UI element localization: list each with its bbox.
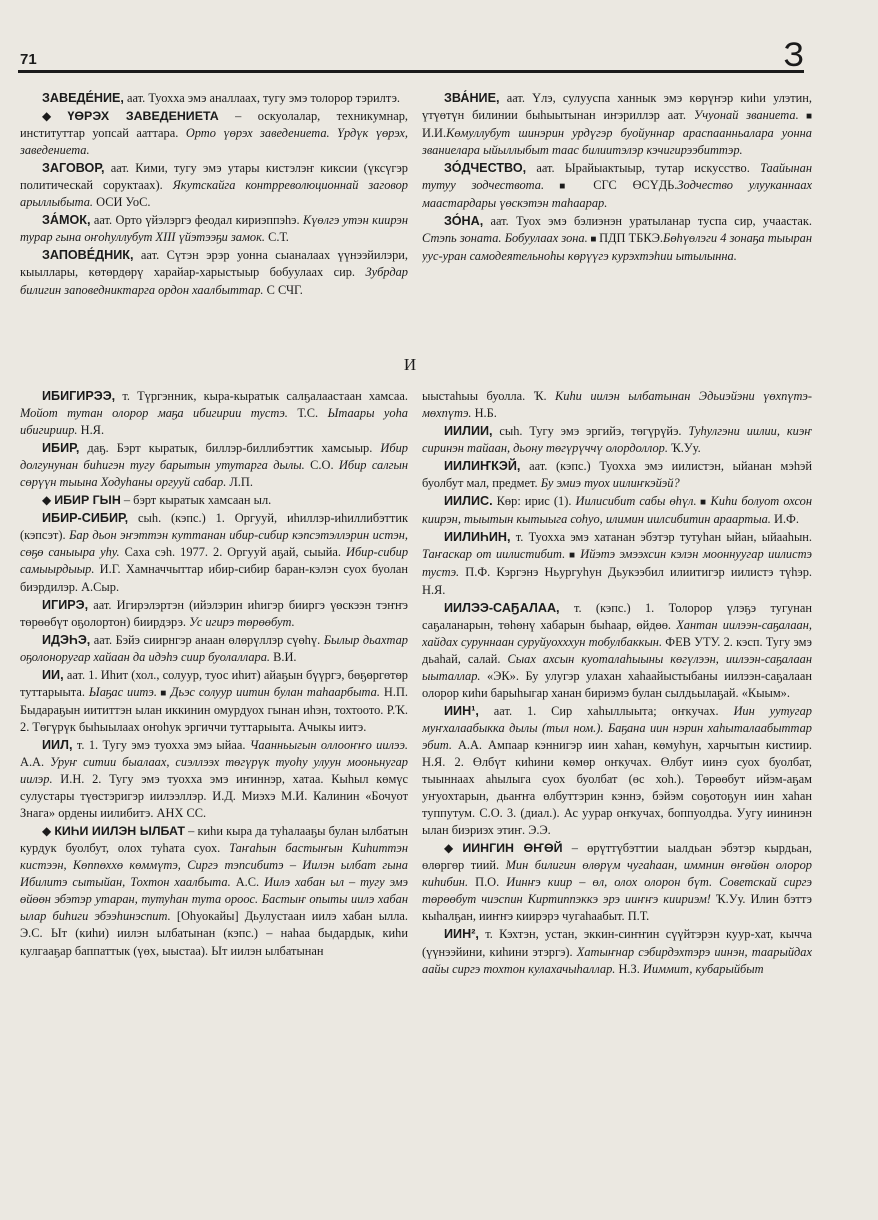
headword: ЗО́НА, (444, 214, 484, 229)
definition: аат. 1. Иһит (хол., солуур, туос иһит) айаҕын бүүргэ, бөҕөргөтөр туттарыыта. (20, 667, 408, 699)
example: Ийэтэ эмээхсин кэлэн мооннуугар иилистэ тустэ. (422, 547, 812, 580)
square-icon: ■ (798, 111, 812, 123)
example: Уруҥ ситии быалаах, сиэллээх төгүрүк туоһу улуун мооньнугар иилэр. (20, 754, 408, 787)
column-top-left (20, 90, 408, 352)
source: А.А. (20, 754, 51, 769)
page-number: 71 (20, 51, 37, 68)
definition: Көр: ирис (1). (492, 494, 576, 509)
example: Таҥаскар от иилистибит. (422, 547, 566, 562)
definition: ыыстаһыы буолла. Ҡ. (422, 389, 556, 403)
source: П.Ф. Кэргэнэ Ньургуһун Дьукээбил илиитигэр иилистэ түһэр. Н.Я. (422, 565, 812, 597)
phrase-headword: ҮӨРЭХ ЗАВЕДЕНИЕТА (67, 109, 219, 124)
source: ФЕВ УТУ. 2. кэсп. Тугу эмэ дьаһай, салай. (422, 634, 812, 666)
dictionary-entry (422, 600, 812, 702)
example: Хантан иилээн-саҕалаан, хайдах суруннаан суруйуохххун тобулбаккын. (422, 617, 812, 649)
dictionary-entry (20, 737, 408, 822)
example: Иинҥэ киир – өл, олох олорон бүт. Советскай сиргэ төрөөбут чиэспин Киртиппэккэ эрэ ииҥҥэ киириэм! (422, 875, 812, 907)
dictionary-entry (20, 440, 408, 491)
diamond-icon: ◆ (42, 824, 52, 839)
definition: сыһ. (кэпс.) 1. Оргууй, иһиллэр-иһиллибэттик (кэпсэт). (20, 511, 408, 543)
headword: ЗВА́НИЕ, (444, 91, 500, 105)
square-icon: ■ (156, 687, 171, 699)
example: Ыаҕас иитэ. (88, 684, 157, 699)
headword: ИГИРЭ, (42, 597, 89, 612)
source: И.Ф. (770, 512, 799, 527)
definition: т. Түргэнник, кыра-кыратык салҕалаастаан хамсаа. (115, 389, 408, 403)
example: Ус игирэ төрөөбут. (189, 614, 295, 629)
example: Мойот тутан олорор маҕа ибигирии тустэ. (20, 406, 288, 421)
example: Күөлгэ утэн киирэн турар гына оҥоһуллубут XIII үйэтээҕи замок. (20, 213, 408, 245)
headword: ИИЛИИ, (444, 424, 493, 439)
source: ОСИ УоС. (93, 195, 151, 210)
dictionary-entry (20, 823, 408, 959)
dictionary-entry (422, 703, 812, 839)
definition: аат. Үлэ, сулууспа ханнык эмэ көрүҥэр киһи улэтин, үтүөтүн билинии быһыытынан иҥэриллэр аат. (422, 91, 812, 123)
definition: аат. Сүтэн эрэр уонна сыаналаах үүнээйилэри, кыыллары, көтөрдөрү харайар-харыстыыр бобуулаах сир. (20, 248, 408, 280)
example: Мин билигин өлөрүм чугаһаан, иммнин өҥөйөн олорор киһибин. (422, 858, 812, 890)
source: С СЧГ. (263, 282, 303, 297)
headword: ИДЭҺЭ, (42, 632, 91, 647)
definition: аат. Бэйэ сиирнгэр анаан өлөрүллэр сүөһү. (90, 632, 324, 647)
headword: ИИЛ, (42, 737, 73, 752)
dictionary-entry (20, 90, 408, 107)
example: Орто үөрэх заведениета. Үрдүк үөрэх, заведениета. (20, 126, 408, 158)
definition: аат. Орто үйэлэргэ феодал кириэппэһэ. (90, 213, 303, 228)
definition: аат. Туох эмэ бэлиэнэн уратыланар туспа сир, учаастак. (483, 214, 812, 229)
source: В.И. (270, 649, 297, 664)
source: С.О. (304, 458, 339, 473)
source: С.Т. (264, 230, 289, 245)
headword: ЗАПОВЕ́ДНИК, (42, 248, 134, 263)
example: Таҥаһын бастыҥын Киһиттэн кистээн, Көппөххө көммүтэ, Сиргэ тэпсибитэ – Иилэн ылбат гына Ибилитэ сытыйан, Тохтон хаалбыта. (20, 841, 408, 890)
dictionary-entry (422, 529, 812, 598)
headword: ИБИР, (42, 441, 80, 456)
definition: аат. Кими, тугу эмэ утары кистэлэҥ киксии (үксүгэр политическай соруктаах). (20, 161, 408, 193)
dictionary-entry (422, 493, 812, 528)
dictionary-entry (422, 160, 812, 212)
example: Сыах ахсын куоталаһыыны көгүлээн, иилээн-саҕалаан ыыталлар. (422, 651, 812, 683)
example: Иилисибит сабы өһүл. (575, 494, 697, 509)
definition: – бэрт кыратык хамсаан ыл. (120, 493, 272, 508)
example: Ытаары уоһа ибигириир. (20, 406, 408, 438)
dictionary-entry (20, 632, 408, 666)
example: Киһи иилэн ылбатынан Эдьиэйэни үөхпүтэ-мөхпүтэ. (422, 389, 812, 421)
dictionary-entry (422, 840, 812, 925)
definition: аат. (кэпс.) Туохха эмэ иилистэн, ыйанан мэһэй буолбут мал, предмет. (422, 459, 812, 491)
example: Стэпь зоната. Бобуулаах зона. (422, 231, 588, 246)
definition: т. Кэхтэн, устан, эккин-сиҥҥин сүүйтэрэн куур-хат, кычча (үүнээйини, киһини этэргэ). (422, 927, 812, 959)
phrase-headword: ИИНГИН ӨҤӨЙ (462, 841, 563, 856)
headword: ИБИР-СИБИР, (42, 511, 129, 526)
example: Зубрдар билигин заповедниктарга ордон хаалбыттар. (20, 265, 408, 297)
headword: ИИЛИҤКЭЙ, (444, 459, 521, 474)
dictionary-entry (20, 667, 408, 736)
definition: т. (кэпс.) 1. Толорор үлэҕэ тугунан саҕаланарын, төһөнү хабарын быһаар, өйдөө. (422, 600, 812, 632)
section-heading: И (403, 355, 417, 374)
source: П.О. (468, 875, 507, 890)
definition: аат. 1. Сир хаһыллыыта; оҥкучах. (478, 703, 734, 718)
diamond-icon: ◆ (444, 841, 460, 856)
example: Ибир-сибир самыырдыыр. (20, 545, 408, 577)
source: Н.Б. (471, 406, 497, 421)
example: Хатыҥнар сэбирдэхтэрэ иинэн, таарыйдах аайы сиргэ тохтон кулахачыһаллар. (422, 944, 812, 976)
source: Л.П. (226, 475, 253, 490)
dictionary-entry (20, 108, 408, 159)
source: А.А. Ампаар кэннигэр иин хаһан, көмуһун, харчытын кистиир. Н.Я. 2. Өлбүт киһини көмөр оҥкучах. Өлбут иинэ суох буолбат, тыыннаах аһылыга суох буолбат (өс хоһ.). Төрөөбут ийэм-аҕам уҥуохтарын, дьаҥҥа өлбуттэрин кэннэ, бэйэм соҕотоҕун иин хаһан туппутум. С.О. 3. (диал.). Ас уурар оҥкучах, боппуолдьа. Уугу иининэн ылан биэриэх этиҥ. Э.Э. (422, 737, 812, 838)
definition: аат. Туохха эмэ аналлаах, тугу эмэ толорор тэрилтэ. (123, 91, 400, 105)
page-header (18, 30, 804, 73)
definition: т. Туохха эмэ хатанан эбэтэр тутуһан ыйан, ыйааһын. (510, 530, 812, 545)
column-top-right (422, 90, 812, 352)
dictionary-entry (422, 926, 812, 977)
definition: – өрүттүбэттии ыалдьан эбэтэр кырдьан, өлөргөр тиий. (422, 841, 812, 873)
dictionary-entry (20, 247, 408, 298)
square-icon: ■ (544, 181, 594, 193)
headword: ЗА́МОК, (42, 213, 91, 228)
example: Дьэс солуур иитин булан таһаарбыта. (170, 684, 380, 699)
column-bottom-left (20, 388, 408, 1204)
definition: сыһ. Тугу эмэ эргийэ, төгүрүйэ. (492, 424, 689, 439)
source: [Оһуокайы] Дьулустаан иилэ хабан ылла. Э.С. Ыт (киһи) иилэн ылбатынан (кэпс.) – наһаа быдардык, киһи кулгааҕар баппаттык (үөх, ыыстаа). Ыт иилэн ылбатынан (20, 909, 408, 958)
dictionary-entry (422, 458, 812, 492)
dictionary-entry (20, 492, 408, 509)
example: Бөһүөлэги 4 зонаҕа тыыран уус-уран самодеятельноһы көрүүгэ курэхтэһии ытылынна. (422, 231, 812, 264)
phrase-headword: КИҺИ ИИЛЭН ЫЛБАТ (54, 824, 185, 839)
source: ПДП ТБКЭ. (599, 231, 664, 246)
source: СГС ӨСҮДЬ. (593, 178, 678, 193)
dictionary-entry (422, 213, 812, 265)
headword: ИИЛЭЭ-САҔАЛАА, (444, 600, 560, 615)
headword: ИИЛИС. (444, 494, 493, 509)
source: Ҡ.Уу. Илин бэттэ кыһалҕан, ииҥҥэ киирэрэ чугаһаабыт. П.Т. (422, 892, 812, 924)
source: И.Н. 2. Тугу эмэ туохха эмэ иҥиннэр, хатаа. Кыһыл көмүс сулустары түөстэригэр иилээллэр. И.Д. Миэхэ М.И. Калинин «Бочуот Знага» ордены иилибитэ. АНХ СС. (20, 772, 408, 821)
example: Бу эмиэ туох иилиҥкэйэй? (540, 476, 680, 491)
dictionary-entry (20, 597, 408, 631)
dictionary-entry (422, 423, 812, 457)
source: Н.З. (615, 961, 643, 976)
example: Иин уутугар муҥхалаабыкка дылы (тыл ном.). (422, 703, 812, 735)
headword: ЗО́ДЧЕСТВО, (444, 161, 527, 176)
dictionary-entry (20, 388, 408, 439)
example: Чаанньыгын оллооҥҥо иилээ. (249, 737, 408, 752)
source: «ЭК». Бу улугэр улахан хаһаайыстыбаны иилээн-саҕалаан олорор киһи барыһыгар ханан бириэмэ булан сылдьылаҕай. «Кыым». (422, 668, 812, 700)
diamond-icon: ◆ (42, 109, 65, 124)
source: Т.С. (287, 406, 328, 421)
definition: даҕ. Бэрт кыратык, биллэр-биллибэттик хамсыыр. (79, 441, 381, 456)
definition: – киһи кыра да туһалааҕы булан ылбатын курдук буолбут, олох туһата суох. (20, 824, 408, 856)
dictionary-entry (422, 388, 812, 422)
source: И.И. (422, 126, 447, 141)
example: Зодчество улууканнаах маастардары үөскэтэн таһаарар. (422, 178, 812, 211)
square-icon: ■ (587, 234, 600, 246)
source: Саха сэһ. 1977. 2. Оргууй аҕай, сыыйа. (119, 545, 346, 560)
dictionary-entry (20, 212, 408, 246)
source: А.С. (230, 875, 265, 890)
definition: аат. Игирэлэртэн (ийэлэрин иһигэр бииргэ үөскээн тэҥҥэ төрөөбүт оҕолортон) биирдэрэ. (20, 597, 408, 629)
column-bottom-right (422, 388, 812, 1204)
example: Ииммит, кубарыйбыт (642, 961, 764, 976)
example: Бар дьон эҥэттэн куттанан ибир-сибир кэпсэтэллэрин истэн, сөҕө саныыра уһу. (20, 528, 408, 560)
headword: ЗАГОВОР, (42, 161, 105, 176)
source: Н.Я. (77, 423, 105, 438)
example: Былыр дьахтар оҕолоноругар хайаан да идэһэ сиир буолаллара. (20, 632, 408, 664)
example: Учуонай званиета. (693, 108, 799, 123)
example: Баҕана иин нэрин хаһыталаабыттар эбит. (422, 720, 812, 752)
example: Ибир салгын сөрүүн тыына Ходуһаны оргууй сабар. (20, 458, 408, 490)
headword: ИБИГИРЭЭ, (42, 389, 116, 403)
example: Таайынан тутуу зодчествота. (422, 161, 812, 193)
source: И.Г. Хамначчыттар ибир-сибир баран-кэлэн суох буолан биэрдилэр. А.Сыр. (20, 562, 408, 594)
definition: аат. Ырайыактыыр, тутар искусство. (526, 161, 761, 176)
headword: ИИН², (444, 927, 479, 942)
source: Н.П. Быдараҕын иититтэн ылан иккинин омурдуох гынан иһэн, тохтоото. Р.Ҡ. 2. Төгүрүк быһыылаах оҥоһук эргиччи туттарыыта. Ачыкы иитэ. (20, 684, 408, 734)
definition: – оскуолалар, техникумнар, институттар уопсай ааттара. (20, 109, 408, 141)
example: Иилэ хабан ыл – тугу эмэ өйөөн эбэтэр утаран, тутуһан тута ороос. Бастыҥ опыты иилэ хабан ылар биһиги эбээһинэспит. (20, 875, 408, 924)
example: Туһулгэни иилии, киэҥ сиринэн тайаан, дьону төгүрүччү олордоллор. (422, 424, 812, 456)
definition: т. 1. Тугу эмэ туохха эмэ ыйаа. (72, 737, 250, 752)
example: Ибир долгунунан биһигэн тугу барытын утутарга дылы. (20, 441, 408, 473)
dictionary-entry (422, 90, 812, 159)
square-icon: ■ (696, 497, 711, 509)
example: Киһи болуот охсон киирэн, тыытын кытыыга соһуо, илимин иилсибитин араартыа. (422, 494, 812, 527)
headword: ИИЛИҺИН, (444, 530, 511, 545)
diamond-icon: ◆ (42, 493, 52, 508)
example: Якутскайга контрреволюционнай заговор арыллыбыта. (20, 178, 408, 210)
example: Көмуллубут шинэрин урдүгэр буойуннар араспаанньалара уонна званиелара ыйыллыбыт таас билиитэлэр кэчигирээбиттэр. (422, 126, 812, 158)
headword: ИИН¹, (444, 703, 479, 718)
dictionary-entry (20, 510, 408, 595)
square-icon: ■ (565, 550, 581, 562)
section-letter: З (783, 36, 804, 74)
dictionary-entry (20, 160, 408, 211)
headword: ЗАВЕДЕ́НИЕ, (42, 91, 124, 105)
headword: ИИ, (42, 667, 64, 682)
phrase-headword: ИБИР ГЫН (54, 493, 121, 508)
source: Ҡ.Уу. (667, 441, 701, 456)
